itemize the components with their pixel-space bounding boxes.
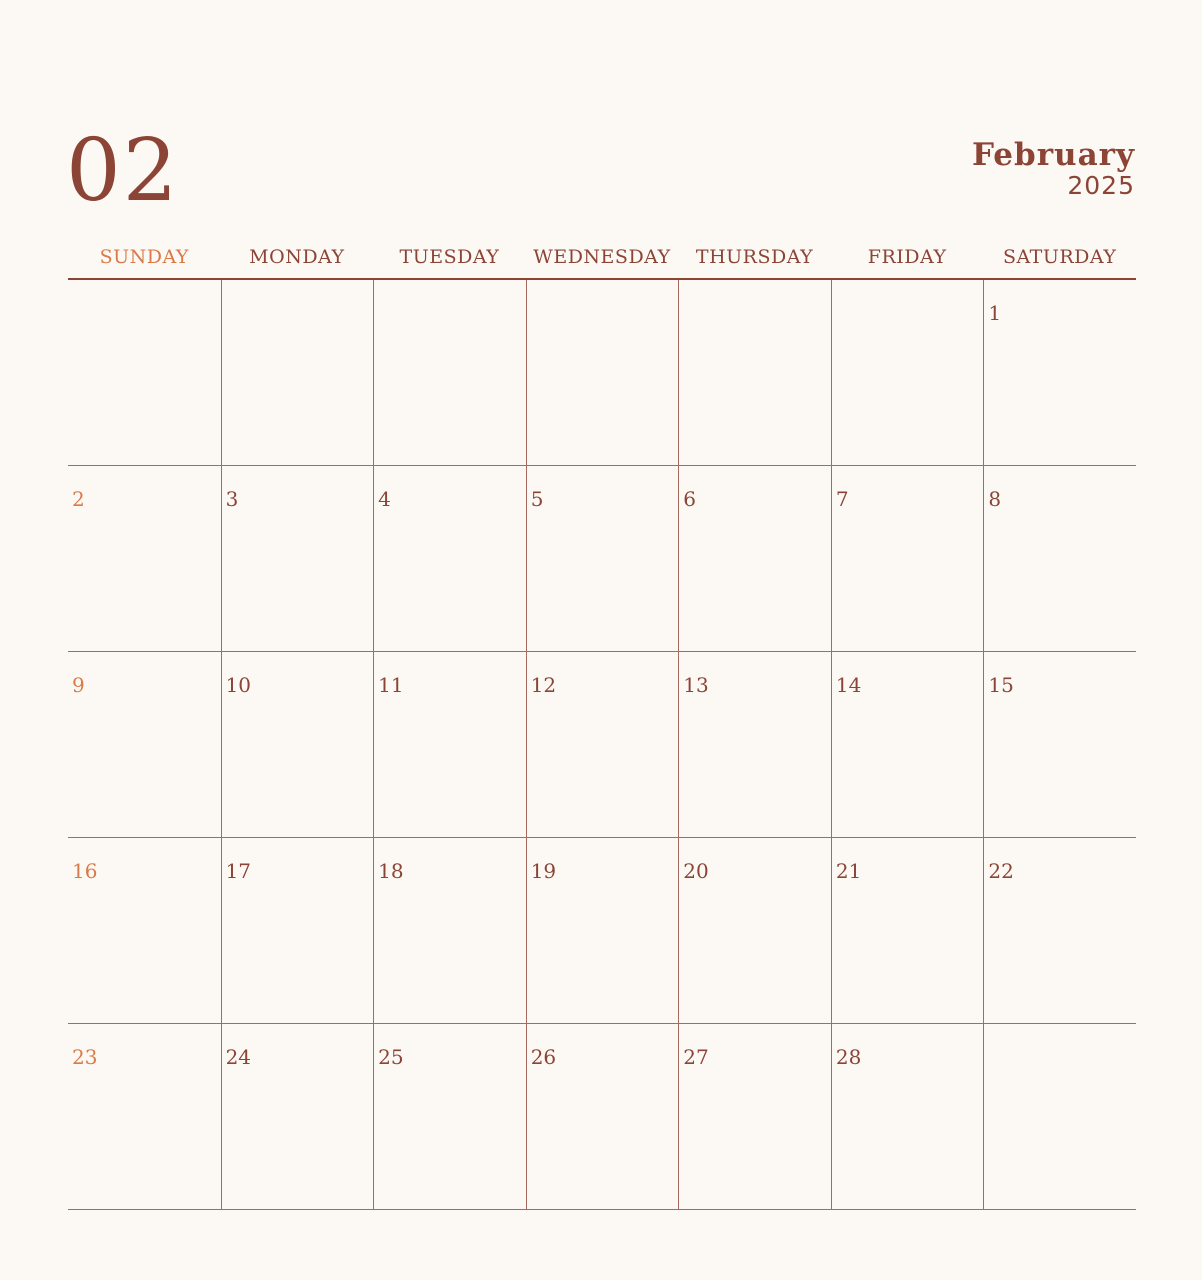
day-cell[interactable] <box>68 1024 221 1210</box>
day-number: 8 <box>988 487 1002 511</box>
day-cell[interactable] <box>831 280 984 466</box>
day-number: 15 <box>988 673 1014 697</box>
month-number: 02 <box>66 121 180 221</box>
day-cell[interactable] <box>221 652 374 838</box>
day-cell[interactable] <box>678 1024 831 1210</box>
day-cell[interactable] <box>526 838 679 1024</box>
day-number: 5 <box>530 487 544 511</box>
day-cell[interactable] <box>983 838 1136 1024</box>
day-number: 24 <box>225 1045 252 1069</box>
day-number: 17 <box>225 859 252 883</box>
day-number: 6 <box>683 487 697 511</box>
day-cell[interactable] <box>221 466 374 652</box>
day-cell[interactable] <box>221 838 374 1024</box>
day-cell[interactable] <box>526 1024 679 1210</box>
day-number: 21 <box>835 859 862 883</box>
day-cell[interactable] <box>68 280 221 466</box>
day-cell[interactable] <box>678 280 831 466</box>
day-cell[interactable] <box>983 466 1136 652</box>
day-cell[interactable] <box>983 1024 1136 1210</box>
weekday-saturday: SATURDAY <box>1002 246 1117 268</box>
day-cell[interactable] <box>68 838 221 1024</box>
day-cell[interactable] <box>373 466 526 652</box>
day-number: 14 <box>835 673 862 697</box>
day-number: 16 <box>72 859 98 883</box>
weekday-thursday: THURSDAY <box>695 246 814 268</box>
day-number: 22 <box>988 859 1014 883</box>
day-cell[interactable] <box>373 838 526 1024</box>
day-number: 1 <box>988 301 1002 325</box>
weekday-sunday: SUNDAY <box>99 246 189 268</box>
day-number: 7 <box>835 487 849 511</box>
day-cell[interactable] <box>678 466 831 652</box>
day-number: 3 <box>225 487 239 511</box>
day-cell[interactable] <box>373 280 526 466</box>
day-number: 12 <box>530 673 557 697</box>
day-cell[interactable] <box>221 280 374 466</box>
day-number: 27 <box>683 1045 709 1069</box>
day-number: 11 <box>378 673 404 697</box>
day-cell[interactable] <box>678 838 831 1024</box>
day-number: 4 <box>378 487 391 511</box>
day-number: 28 <box>835 1045 862 1069</box>
weekday-header-row <box>68 246 1136 276</box>
day-number: 9 <box>72 673 85 697</box>
weekday-monday: MONDAY <box>249 246 345 268</box>
calendar-grid <box>68 280 1136 1210</box>
day-cell[interactable] <box>831 838 984 1024</box>
day-cell[interactable] <box>526 466 679 652</box>
day-number: 10 <box>225 673 252 697</box>
year: 2025 <box>1067 171 1135 201</box>
day-cell[interactable] <box>831 1024 984 1210</box>
day-cell[interactable] <box>373 652 526 838</box>
day-number: 2 <box>72 487 85 511</box>
day-cell[interactable] <box>678 652 831 838</box>
day-cell[interactable] <box>831 652 984 838</box>
day-cell[interactable] <box>983 652 1136 838</box>
day-number: 23 <box>72 1045 98 1069</box>
weekday-friday: FRIDAY <box>867 246 947 268</box>
day-number: 18 <box>378 859 404 883</box>
day-number: 20 <box>683 859 709 883</box>
day-cell[interactable] <box>221 1024 374 1210</box>
weekday-wednesday: WEDNESDAY <box>533 246 671 268</box>
day-number: 19 <box>530 859 557 883</box>
month-name: February <box>971 137 1135 173</box>
day-cell[interactable] <box>68 466 221 652</box>
day-cell[interactable] <box>983 280 1136 466</box>
day-cell[interactable] <box>526 652 679 838</box>
day-cell[interactable] <box>526 280 679 466</box>
day-cell[interactable] <box>373 1024 526 1210</box>
day-number: 25 <box>378 1045 404 1069</box>
day-cell[interactable] <box>831 466 984 652</box>
day-number: 26 <box>530 1045 557 1069</box>
weekday-tuesday: TUESDAY <box>399 246 500 268</box>
day-cell[interactable] <box>68 652 221 838</box>
month-title-block <box>972 138 1135 200</box>
day-number: 13 <box>683 673 709 697</box>
